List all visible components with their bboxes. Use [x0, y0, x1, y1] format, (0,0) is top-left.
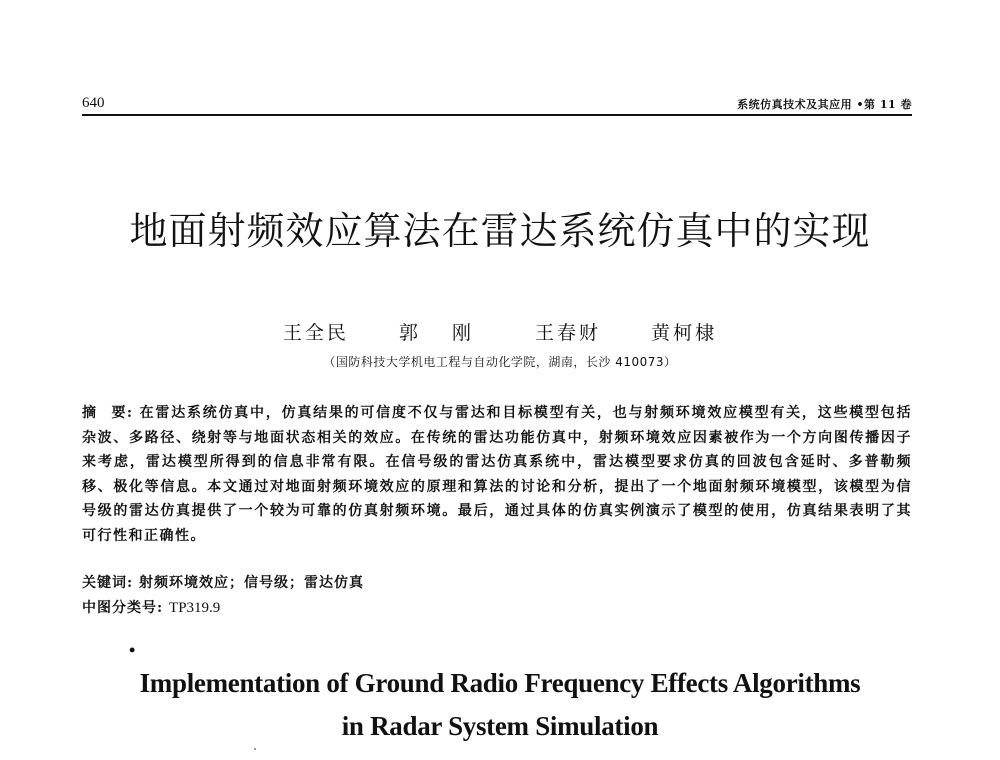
classification-number: [82, 597, 220, 617]
keywords-label: 关键词:: [82, 575, 134, 591]
classification-label: 中图分类号:: [82, 600, 164, 616]
running-header: [82, 92, 912, 116]
page-number: 640: [82, 95, 105, 111]
author-name: 郭 刚: [398, 322, 485, 344]
abstract-text: 在雷达系统仿真中，仿真结果的可信度不仅与雷达和目标模型有关，也与射频环境效应模型有关，这些模型包括杂波、多路径、绕射等与地面状态相关的效应。在传统的雷达功能仿真中，射频环境效应因素被作为一个方向图传播因子来考虑，雷达模型所得到的信息非常有限。在信号级的雷达仿真系统中，雷达模型要求仿真的回波包含延时、多普勒频移、极化等信息。本文通过对地面射频环境效应的原理和算法的讨论和分析，提出了一个地面射频环境模型，该模型为信号级的雷达仿真提供了一个较为可靠的仿真射频环境。最后，通过具体的仿真实例演示了模型的使用，仿真结果表明了其可行性和正确性。: [82, 405, 913, 544]
author-name: 王全民: [282, 322, 349, 344]
english-title-line-2: in Radar System Simulation: [341, 711, 659, 741]
english-title-line-1: Implementation of Ground Radio Frequency Effects Algorithms: [139, 668, 861, 698]
scan-speck: [254, 748, 256, 750]
abstract: [82, 401, 912, 548]
keywords: [82, 572, 364, 592]
author-name: 王春财: [535, 322, 602, 344]
abstract-label: [82, 405, 133, 421]
author-list: [0, 318, 1000, 345]
abstract-label-part2: 要:: [111, 405, 133, 421]
author-name: 黄柯棣: [651, 322, 718, 344]
journal-info: 系统仿真技术及其应用 •第 11 卷: [737, 98, 912, 111]
affiliation: （国防科技大学机电工程与自动化学院，湖南，长沙 410073）: [323, 355, 677, 369]
classification-value: TP319.9: [169, 600, 221, 616]
footnote-mark: •: [129, 640, 136, 660]
keywords-value: 射频环境效应；信号级；雷达仿真: [139, 575, 365, 591]
chinese-title: 地面射频效应算法在雷达系统仿真中的实现: [129, 209, 871, 253]
abstract-label-part1: 摘: [82, 405, 98, 421]
